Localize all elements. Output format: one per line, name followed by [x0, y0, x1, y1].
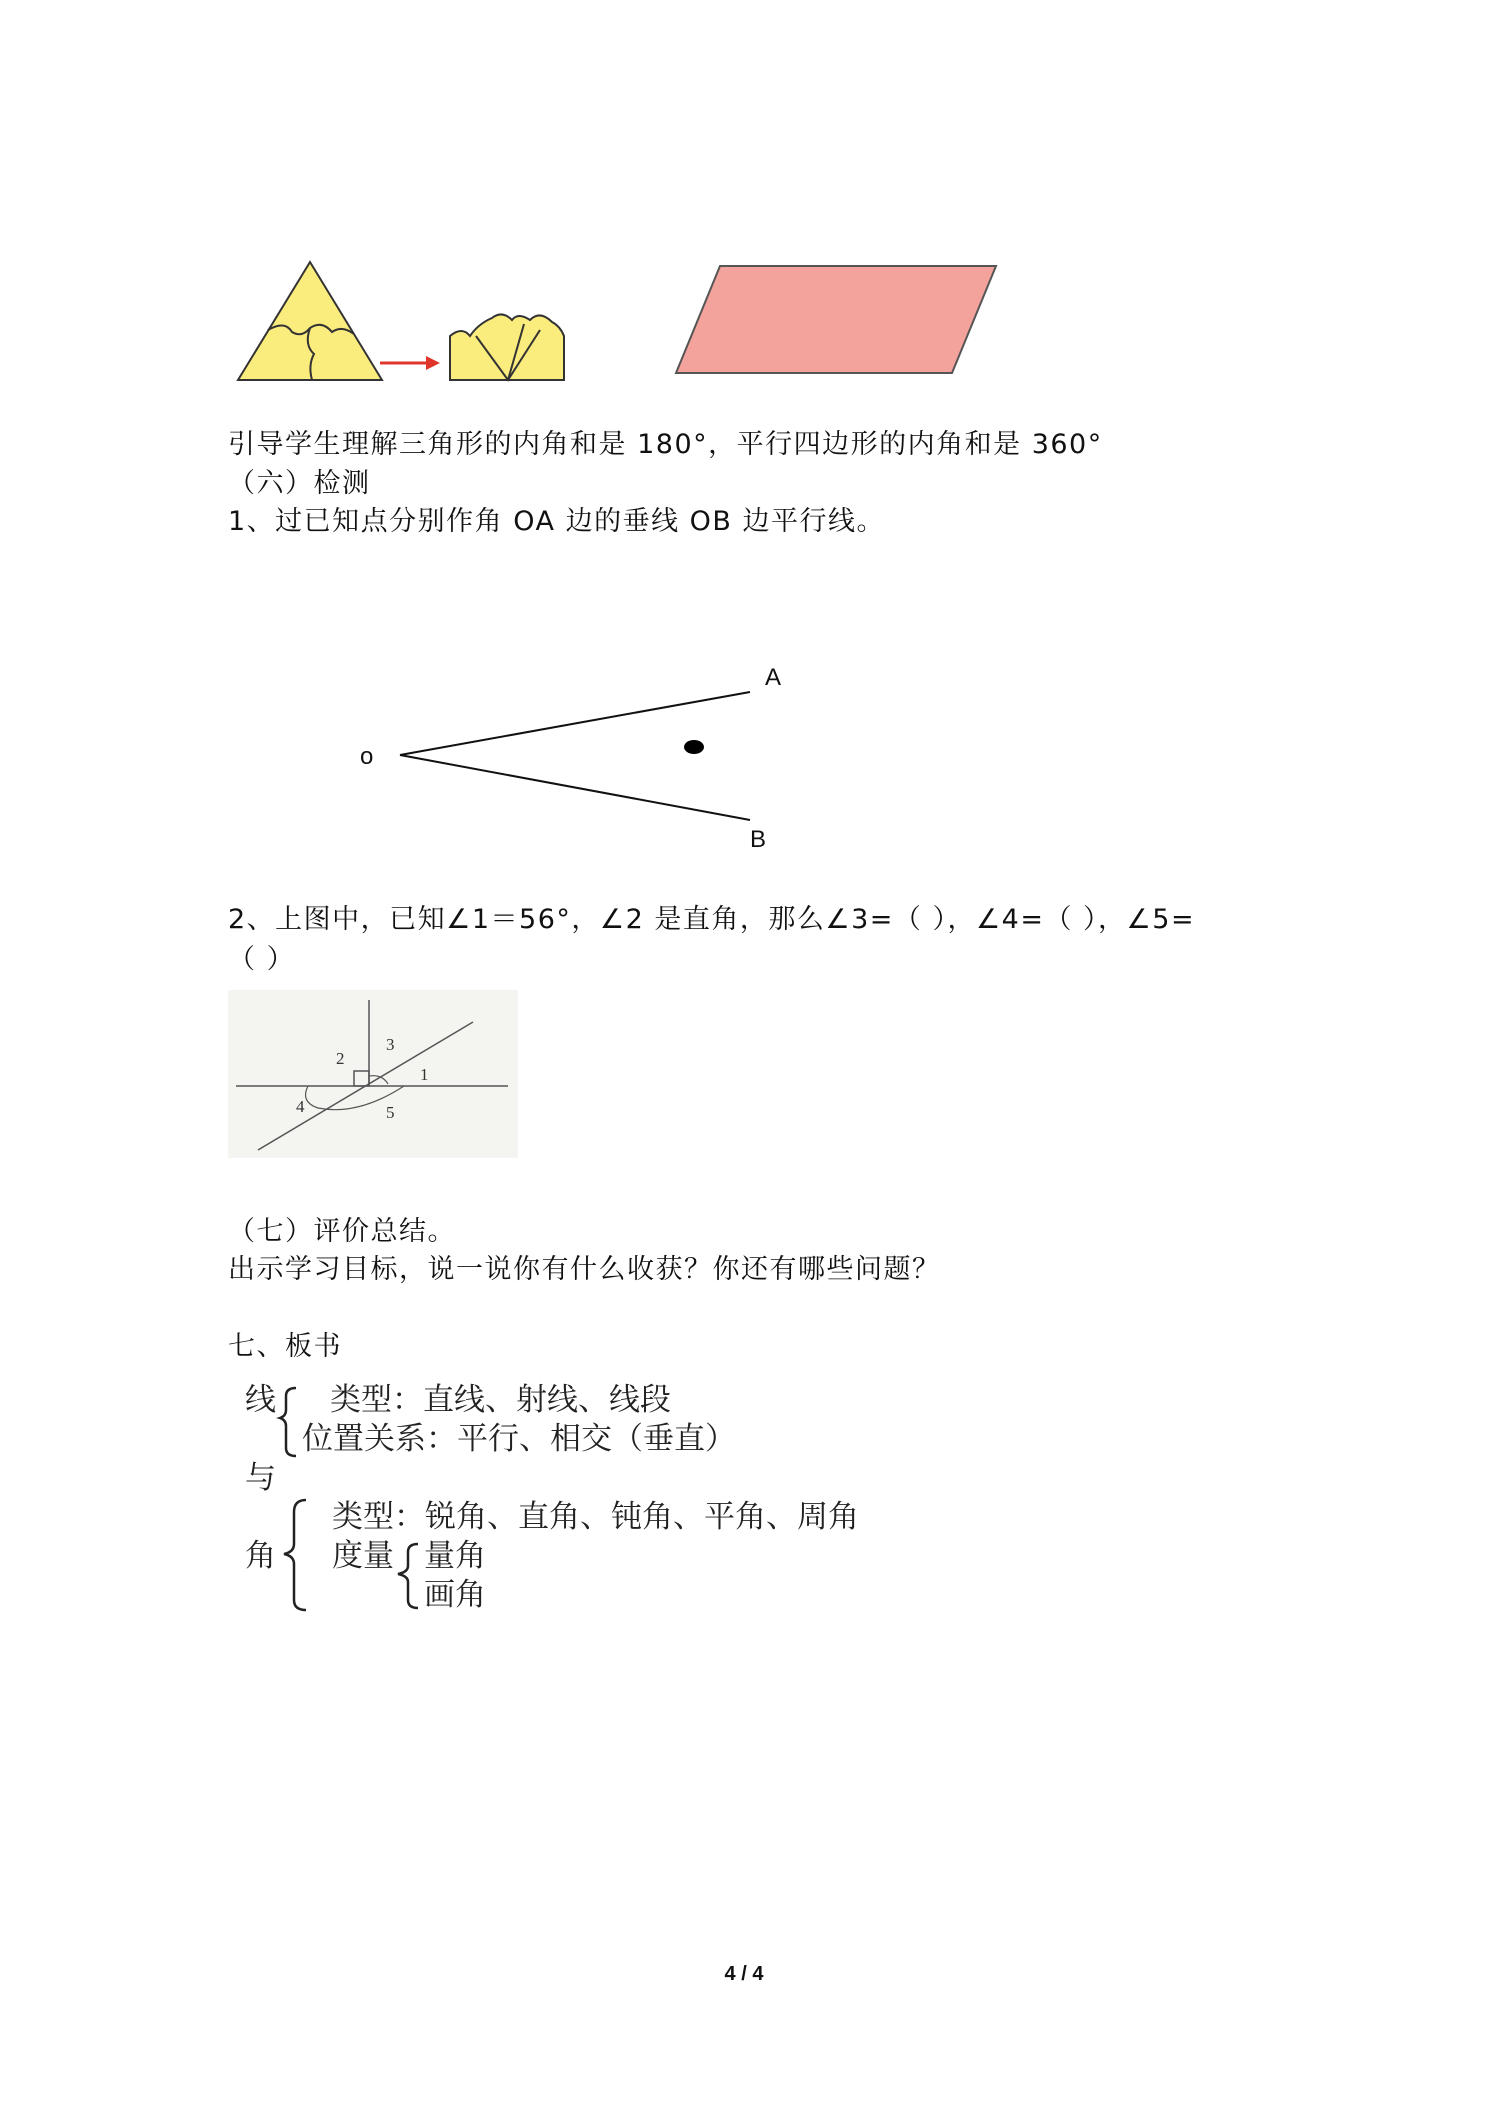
parallelogram-figure [676, 266, 996, 373]
board-yu: 与 [245, 1460, 276, 1496]
board-measure-1: 量角 [424, 1538, 486, 1574]
angle-aob-diagram [350, 655, 800, 855]
section-seven-heading: （七）评价总结。 [228, 1216, 456, 1247]
section-six-heading: （六）检测 [228, 468, 371, 499]
angle-label-2: 2 [336, 1049, 345, 1068]
rearranged-pieces [450, 314, 564, 380]
brace-measure [394, 1538, 422, 1614]
board-jiao-type: 类型：锐角、直角、钝角、平角、周角 [332, 1499, 859, 1535]
angle-sum-explanation: 引导学生理解三角形的内角和是 180°，平行四边形的内角和是 360° [228, 429, 1103, 460]
angle-label-3: 3 [386, 1035, 395, 1054]
angle-label-4: 4 [296, 1097, 305, 1116]
triangle-figure [238, 262, 382, 380]
board-heading: 七、板书 [228, 1331, 342, 1362]
board-xian-type: 类型：直线、射线、线段 [330, 1382, 671, 1418]
arrow-icon [380, 356, 440, 370]
brace-xian [276, 1382, 300, 1462]
angles-figure [228, 990, 518, 1158]
board-xian: 线 [245, 1382, 276, 1418]
board-xian-position: 位置关系：平行、相交（垂直） [302, 1421, 736, 1457]
board-measure-2: 画角 [424, 1577, 486, 1613]
angle-sum-figure [230, 240, 1010, 410]
label-a: A [765, 664, 782, 691]
board-jiao-measure: 度量 [332, 1538, 394, 1574]
angle-label-5: 5 [386, 1103, 395, 1122]
question-two: 2、上图中，已知∠1＝56°，∠2 是直角，那么∠3=（ ），∠4=（ ），∠5= [228, 904, 1196, 935]
brace-jiao [278, 1496, 310, 1614]
label-b: B [750, 826, 767, 853]
section-seven-body: 出示学习目标，说一说你有什么收获？你还有哪些问题？ [228, 1254, 941, 1285]
board-jiao: 角 [245, 1538, 276, 1574]
angle-label-1: 1 [420, 1065, 429, 1084]
given-point [684, 740, 704, 754]
question-one: 1、过已知点分别作角 OA 边的垂线 OB 边平行线。 [228, 506, 886, 537]
label-o: o [360, 743, 374, 770]
page-number: 4 / 4 [724, 1963, 764, 1985]
question-two-continued: （ ） [228, 944, 296, 975]
